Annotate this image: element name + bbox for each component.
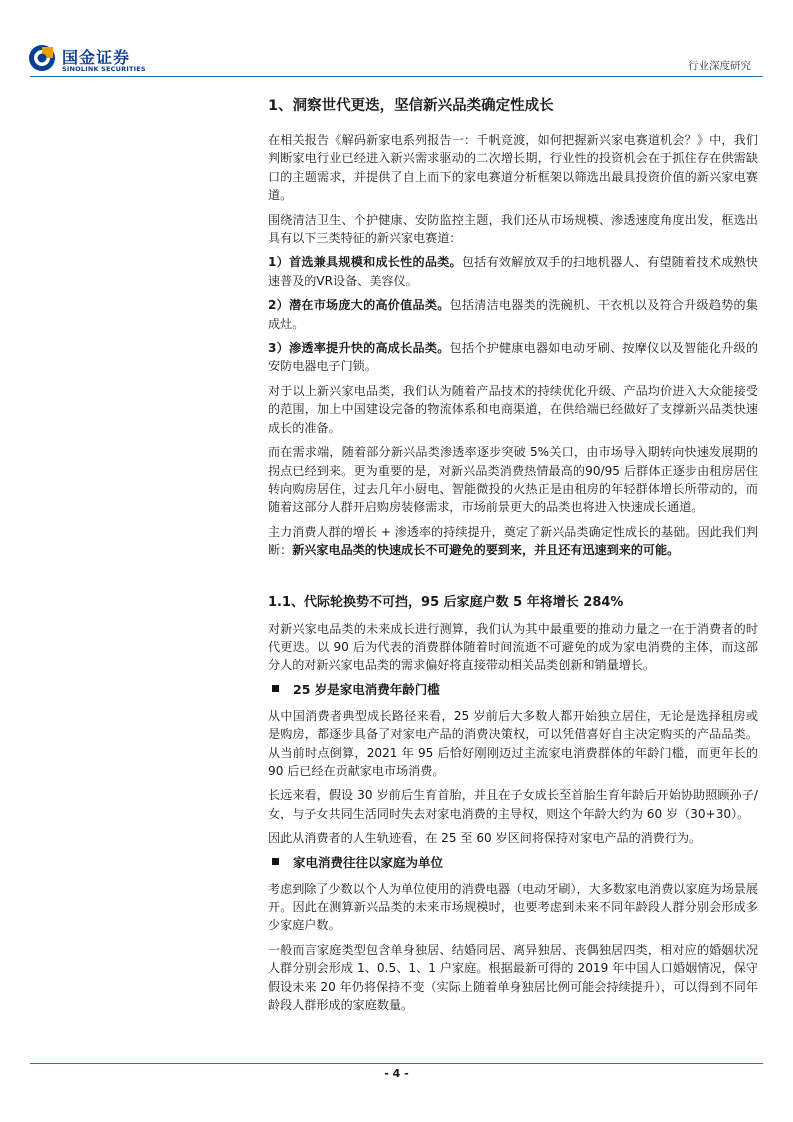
list-item-1-text: 包括有效解放双手的扫地机器人、有望随着技术成熟快速普及的VR设备、美容仪。 bbox=[268, 255, 758, 288]
subheading-household-unit-text: 家电消费往往以家庭为单位 bbox=[293, 854, 444, 870]
sinolink-logo-icon bbox=[28, 44, 56, 72]
subheading-household-unit bbox=[268, 854, 758, 872]
section-1-title: 1、洞察世代更迭，坚信新兴品类确定性成长 bbox=[268, 98, 554, 114]
age-paragraph-2: 长远来看，假设 30 岁前后生育首胎，并且在子女成长至首胎生育年龄后开始协助照顾孙子/女，与子女共同生活同时失去对家电消费的主导权，则这个年龄大约为 60 岁（30+30）。 bbox=[268, 788, 758, 821]
subheading-age-threshold bbox=[268, 681, 758, 699]
household-paragraph-1: 考虑到除了少数以个人为单位使用的消费电器（电动牙刷），大多数家电消费以家庭为场景展开。因此在测算新兴品类的未来市场规模时，也要考虑到未来不同年龄段人群分别会形成多少家庭户数。 bbox=[268, 881, 758, 933]
list-item-2-lead: 2）潜在市场庞大的高价值品类。 bbox=[268, 298, 450, 313]
conclusion-emphasis: 新兴家电品类的快速成长不可避免的要到来，并且还有迅速到来的可能。 bbox=[292, 543, 680, 558]
section-1-1-title: 1.1、代际轮换势不可挡，95 后家庭户数 5 年将增长 284% bbox=[268, 594, 624, 610]
list-item-3-text: 包括个护健康电器如电动牙刷、按摩仪以及智能化升级的安防电器电子门锁。 bbox=[268, 341, 758, 374]
household-paragraph-2: 一般而言家庭类型包含单身独居、结婚同居、离异独居、丧偶独居四类，相对应的婚姻状况人群分别会形成 1、0.5、1、1 户家庭。根据最新可得的 2019 年中国人口婚姻情况，保守假设未来 20 年仍将保持不变（实际上随着单身独居比例可能会持续提升），可以得到不同年龄段人群形成的家庭数量。 bbox=[268, 942, 758, 1013]
page-number: - 4 - bbox=[384, 1067, 409, 1080]
section-1-paragraph-1: 在相关报告《解码新家电系列报告一：千帆竞渡，如何把握新兴家电赛道机会？》中，我们判断家电行业已经进入新兴需求驱动的二次增长期，行业性的投资机会在于抓住存在供需缺口的主题需求，并提供了自上而下的家电赛道分析框架以筛选出最具投资价值的新兴家电赛道。 bbox=[268, 133, 758, 203]
list-item-1 bbox=[268, 253, 758, 290]
company-logo bbox=[28, 44, 158, 76]
conclusion-text: 主力消费人群的增长 + 渗透率的持续提升，奠定了新兴品类确定性成长的基础。因此我们判断： bbox=[268, 524, 758, 558]
age-paragraph-3: 因此从消费者的人生轨迹看，在 25 至 60 岁区间将保持对家电产品的消费行为。 bbox=[268, 831, 702, 846]
logo-english-name: SINOLINK SECURITIES bbox=[62, 65, 146, 73]
list-item-3 bbox=[268, 339, 758, 376]
footer-divider bbox=[30, 1063, 763, 1064]
list-item-2-text: 包括清洁电器类的洗碗机、干衣机以及符合升级趋势的集成灶。 bbox=[268, 298, 758, 331]
subheading-age-threshold-text: 25 岁是家电消费年龄门槛 bbox=[293, 681, 440, 697]
header-divider bbox=[30, 76, 763, 77]
section-1-1-paragraph-1: 对新兴家电品类的未来成长进行测算，我们认为其中最重要的推动力量之一在于消费者的时代更迭。以 90 后为代表的消费群体随着时间流逝不可避免的成为家电消费的主体，而这部分人的对新兴家电品类的需求偏好将直接带动相关品类创新和销量增长。 bbox=[268, 621, 758, 673]
list-item-2 bbox=[268, 296, 758, 333]
main-content bbox=[268, 96, 758, 1020]
section-1-paragraph-4: 而在需求端，随着部分新兴品类渗透率逐步突破 5%关口，由市场导入期转向快速发展期的拐点已经到来。更为重要的是，对新兴品类消费热情最高的90/95 后群体正逐步由租房居住转向购房居住，过去几年小厨电、智能微投的火热正是由租房的年轻群体增长所带动的，而随着这部分人群开启购房装修需求，市场前景更大的品类也将进入快速成长通道。 bbox=[268, 445, 758, 515]
logo-chinese-name: 国金证券 bbox=[62, 48, 131, 67]
age-paragraph-1: 从中国消费者典型成长路径来看，25 岁前后大多数人都开始独立居住，无论是选择租房或是购房，都逐步具备了对家电产品的消费决策权，可以凭借喜好自主决定购买的产品品类。从当前时点倒算，2021 年 95 后恰好刚刚迈过主流家电消费群体的年龄门槛，而更年长的 90 后已经在贡献家电市场消费。 bbox=[268, 708, 758, 778]
list-item-1-lead: 1）首选兼具规模和成长性的品类。 bbox=[268, 255, 462, 270]
square-bullet-icon bbox=[272, 685, 279, 692]
square-bullet-icon bbox=[272, 858, 279, 865]
section-1-paragraph-3: 对于以上新兴家电品类，我们认为随着产品技术的持续优化升级、产品均价进入大众能接受的范围，加上中国建设完备的物流体系和电商渠道，在供给端已经做好了支撑新兴品类快速成长的准备。 bbox=[268, 383, 758, 435]
section-1-conclusion bbox=[268, 523, 758, 560]
list-item-3-lead: 3）渗透率提升快的高成长品类。 bbox=[268, 341, 450, 356]
section-1-paragraph-2: 围绕清洁卫生、个护健康、安防监控主题，我们还从市场规模、渗透速度角度出发，框选出具有以下三类特征的新兴家电赛道： bbox=[268, 212, 758, 246]
report-type-label: 行业深度研究 bbox=[688, 60, 751, 72]
